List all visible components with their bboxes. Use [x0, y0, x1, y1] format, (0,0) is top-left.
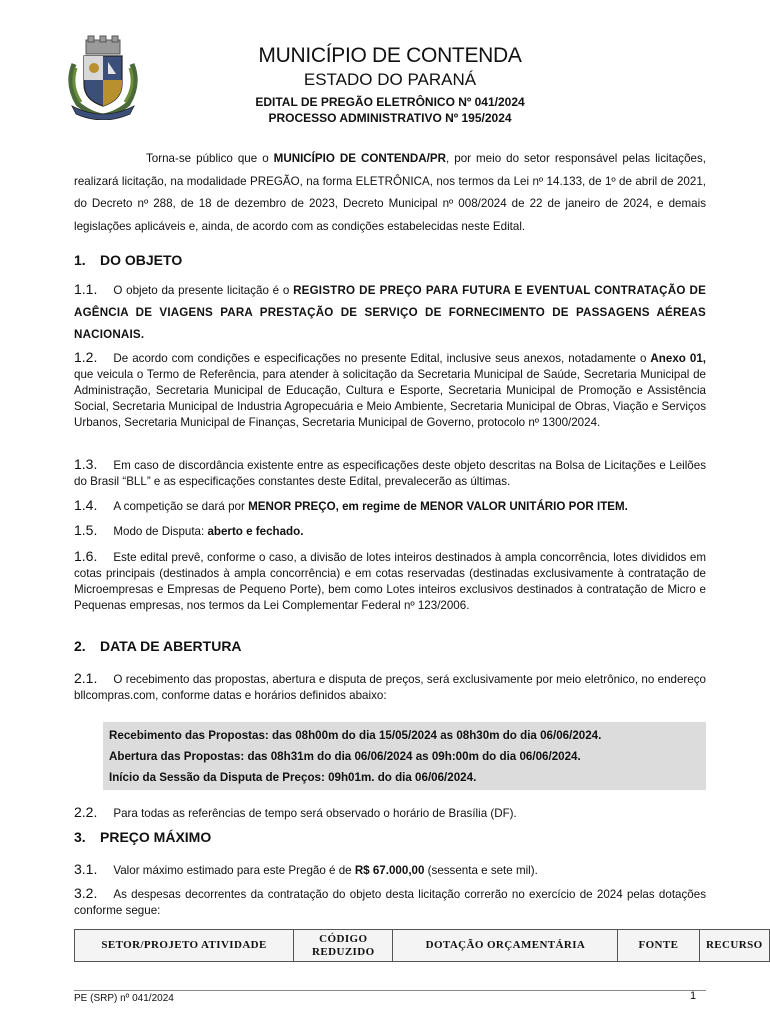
coat-of-arms-icon [64, 34, 142, 120]
process-number: PROCESSO ADMINISTRATIVO Nº 195/2024 [268, 111, 512, 125]
intro-text-2: , por meio do setor responsável pelas licitações, realizará licitação, na modalidade PREGÃO, na forma ELETRÔNICA, nos termos da Lei nº 14.133, de 1º de abril de 2021, do Decreto nº 288, de 18 de dezembro de 2023, Decreto Municipal nº 008/2024 de 22 de janeiro de 2024, e demais legislações aplicáveis e, ainda, de acordo com as condições estabelecidas neste Edital. [74, 152, 706, 233]
section-2-heading: 2. DATA DE ABERTURA [74, 638, 242, 654]
intro-text-1: Torna-se público que o [146, 152, 274, 165]
intro-bold-municipio: MUNICÍPIO DE CONTENDA/PR [273, 152, 447, 165]
intro-paragraph [74, 148, 706, 238]
item-1-3: 1.3. Em caso de discordância existente entre as especificações deste objeto descritas na Bolsa de Licitações e Leilões do Brasil “BLL” e as especificações constantes deste Edital, prevalecerão as últimas. [74, 456, 706, 488]
col-dotacao: DOTAÇÃO ORÇAMENTÁRIA [393, 930, 618, 962]
edital-number: EDITAL DE PREGÃO ELETRÔNICO Nº 041/2024 [255, 95, 525, 109]
dates-box [103, 722, 706, 790]
item-2-1: 2.1. O recebimento das propostas, abertura e disputa de preços, será exclusivamente por meio eletrônico, no endereço bllcompras.com, conforme datas e horários definidos abaixo: [74, 670, 706, 702]
col-codigo: CÓDIGO REDUZIDO [294, 930, 393, 962]
item-1-2: 1.2. De acordo com condições e especificações no presente Edital, inclusive seus anexos, notadamente o Anexo 01, que veicula o Termo de Referência, para atender à solicitação da Secretaria Municipal de Saúde, Secretaria Municipal de Administração, Secretaria Municipal de Educação, Cultura e Esporte, Secretaria Municipal de Promoção e Assistência Social, Secretaria Municipal de Industria Agropecuária e Meio Ambiente, Secretaria Municipal de Obras, Viação e Serviços Urbanos, Secretaria Municipal de Finanças, Secretaria Municipal de Governo, protocolo nº 1300/2024. [74, 349, 706, 429]
col-recurso: RECURSO [699, 930, 770, 962]
budget-table [74, 929, 770, 962]
date-inicio-disputa: Início da Sessão da Disputa de Preços: 09h01m. do dia 06/06/2024. [109, 771, 477, 784]
item-3-1: 3.1. Valor máximo estimado para este Pregão é de R$ 67.000,00 (sessenta e sete mil). [74, 861, 538, 877]
footer-divider [74, 990, 706, 991]
page-number: 1 [690, 990, 697, 1002]
table-header-row [75, 930, 770, 962]
item-2-2: 2.2. Para todas as referências de tempo será observado o horário de Brasília (DF). [74, 804, 517, 820]
section-3-heading: 3. PREÇO MÁXIMO [74, 829, 212, 845]
item-1-4: 1.4. A competição se dará por MENOR PREÇO, em regime de MENOR VALOR UNITÁRIO POR ITEM. [74, 497, 628, 513]
footer-doc-ref: PE (SRP) nº 041/2024 [74, 993, 174, 1004]
col-setor: SETOR/PROJETO ATIVIDADE [75, 930, 294, 962]
state-title: ESTADO DO PARANÁ [303, 70, 477, 89]
col-fonte: FONTE [618, 930, 699, 962]
date-abertura: Abertura das Propostas: das 08h31m do dia 06/06/2024 as 09h:00m do dia 06/06/2024. [109, 750, 581, 763]
date-recebimento: Recebimento das Propostas: das 08h00m do dia 15/05/2024 as 08h30m do dia 06/06/2024. [109, 729, 602, 742]
item-1-5: 1.5. Modo de Disputa: aberto e fechado. [74, 522, 304, 538]
item-1-6: 1.6. Este edital prevê, conforme o caso, a divisão de lotes inteiros destinados à ampla concorrência, lotes divididos em cotas principais (destinados à ampla concorrência) e em cotas reservadas (destinadas exclusivamente à contratação de Microempresas e Empresas de Pequeno Porte), bem como Lotes inteiros exclusivos destinados à contratação de Micro e Pequenas empresas, nos termos da Lei Complementar Federal nº 123/2006. [74, 548, 706, 612]
municipality-title: MUNICÍPIO DE CONTENDA [258, 44, 522, 67]
item-1-1: 1.1. O objeto da presente licitação é o REGISTRO DE PREÇO PARA FUTURA E EVENTUAL CONTRATAÇÃO DE AGÊNCIA DE VIAGENS PARA PRESTAÇÃO DE SERVIÇO DE FORNECIMENTO DE PASSAGENS AÉREAS NACIONAIS. [74, 281, 707, 341]
section-1-heading: 1. DO OBJETO [74, 252, 183, 268]
item-3-2: 3.2. As despesas decorrentes da contratação do objeto desta licitação correrão no exercício de 2024 pelas dotações conforme segue: [74, 885, 706, 917]
